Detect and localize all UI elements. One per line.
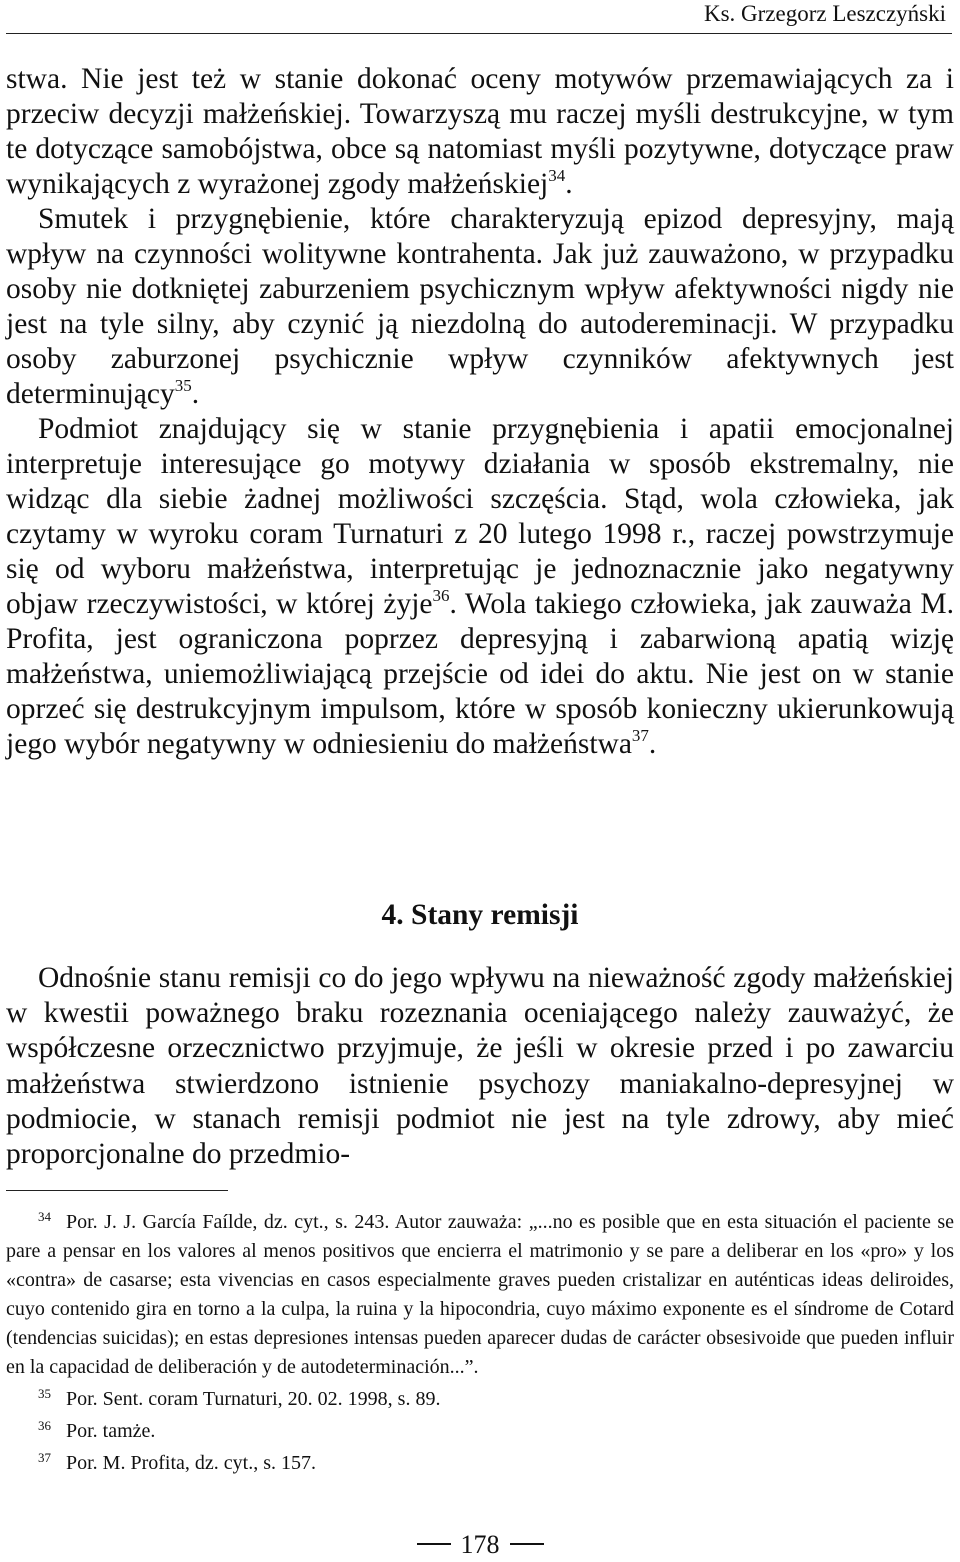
section-heading: 4. Stany remisji bbox=[381, 899, 579, 931]
footnote-37: 37 Por. M. Profita, dz. cyt., s. 157. bbox=[38, 1450, 316, 1474]
footnote-ref-35[interactable]: 35 bbox=[174, 376, 192, 395]
footnote-text: Por. J. J. García Faílde, dz. cyt., s. 243. Autor zauważa: „...no es posible que en esta situación el paciente se pare a pensar en los valores al menos positivos que encierra el matrimonio y se pare a deliberar en los «pro» y los «contra» de casarse; esta vivencias en casos especialmente graves pueden cristalizar en auténticas ideas deliroides, cuyo contenido gira en torno a la culpa, la ruina y la hipocondria, cuyo máximo exponente es el síndrome de Cotard (tendencias suicidas); en estas depresiones intensas pueden aparecer dudas de carácter obsesivoide que pueden influir en la capacidad de deliberación y de autodeterminación...”. bbox=[6, 1211, 954, 1378]
page-number bbox=[0, 1530, 960, 1560]
paragraph-1 bbox=[6, 62, 954, 202]
section-paragraph-1: Odnośnie stanu remisji co do jego wpływu na nieważność zgody małżeńskiej w kwestii poważnego braku rozeznania oceniającego należy zauważyć, że współczesne orzecznictwo przyjmuje, że jeśli w okresie przed i po zawarciu małżeństwa stwierdzono istnienie psychozy maniakalno-depresyjnej w podmiocie, w stanach remisji podmiot nie jest na tyle zdrowy, aby mieć proporcjonalne do przedmio- bbox=[6, 962, 954, 1171]
footnote-separator bbox=[6, 1190, 228, 1191]
paragraph-1-text: stwa. Nie jest też w stanie dokonać oceny motywów przemawiających za i przeciw decyzji małżeńskiej. Towarzyszą mu raczej myśli destrukcyjne, w tym te dotyczące samobójstwa, obce są natomiast myśli pozytywne, dotyczące praw wynikających z wyrażonej zgody małżeńskiej bbox=[6, 63, 954, 200]
paragraph-2-text: Smutek i przygnębienie, które charakteryzują epizod depresyjny, mają wpływ na czynności wolitywne kontrahenta. Jak już zauważono, w przypadku osoby nie dotkniętej zaburzeniem psychicznym wpływ afektywności nigdy nie jest na tyle silny, aby czynić ją niezdolną do autodereminacji. W przypadku osoby zaburzonej psychicznie wpływ czynników afektywnych jest determinujący bbox=[6, 203, 954, 410]
footnote-35: 35 Por. Sent. coram Turnaturi, 20. 02. 1998, s. 89. bbox=[38, 1386, 441, 1410]
footnote-ref-34[interactable]: 34 bbox=[548, 166, 566, 185]
header-rule bbox=[6, 33, 952, 34]
paragraph-1-end: . bbox=[565, 168, 573, 200]
paragraph-3-text-a: Podmiot znajdujący się w stanie przygnębienia i apatii emocjonalnej interpretuje interesujące go motywy działania w sposób ekstremalny, nie widząc dla siebie żadnej możliwości szczęścia. Stąd, wola człowieka, jak czytamy w wyroku coram Turnaturi z 20 lutego 1998 r., raczej powstrzymuje się od wyboru małżeństwa, interpretując je jednoznacznie jako negatywny objaw rzeczywistości, w której żyje bbox=[6, 413, 954, 620]
footnotes bbox=[6, 1208, 954, 1478]
paragraph-2-end: . bbox=[191, 378, 200, 410]
page-number-dash-right bbox=[510, 1543, 544, 1545]
footnote-text: Por. Sent. coram Turnaturi, 20. 02. 1998, s. 89. bbox=[66, 1388, 441, 1410]
paragraph-2 bbox=[6, 202, 954, 412]
footnote-36: 36 Por. tamże. bbox=[38, 1418, 156, 1442]
footnote-ref-36[interactable]: 36 bbox=[432, 586, 450, 605]
footnote-34: 34 Por. J. J. García Faílde, dz. cyt., s. 243. Autor zauważa: „...no es posible que en esta situación el paciente se pare a pensar en los valores al menos positivos que encierra el matrimonio y se pare a deliberar en los «pro» y los «contra» de casarse; esta vivencias en casos especialmente graves pueden cristalizar en auténticas ideas deliroides, cuyo contenido gira en torno a la culpa, la ruina y la hipocondria, cuyo máximo exponente es el síndrome de Cotard (tendencias suicidas); en estas depresiones intensas pueden aparecer dudas de carácter obsesivoide que pueden influir en la capacidad de deliberación y de autodeterminación...”. bbox=[6, 1209, 954, 1378]
footnote-text: Por. tamże. bbox=[66, 1420, 156, 1442]
footnote-text: Por. M. Profita, dz. cyt., s. 157. bbox=[66, 1452, 316, 1474]
paragraph-3-end: . bbox=[648, 728, 657, 760]
page-number-dash-left bbox=[417, 1543, 451, 1545]
paragraph-3 bbox=[6, 412, 954, 762]
running-header: Ks. Grzegorz Leszczyński bbox=[703, 1, 946, 26]
footnote-ref-37[interactable]: 37 bbox=[631, 726, 649, 745]
page-number-value: 178 bbox=[460, 1530, 500, 1559]
section-text bbox=[6, 961, 954, 1172]
body-text bbox=[6, 62, 954, 762]
paragraph-3-text-b: . Wola takiego człowieka, jak zauważa M. Profita, jest ograniczona poprzez depresyjną i zabarwioną apatią wizję małżeństwa, uniemożliwiającą przejście od idei do aktu. Nie jest on w stanie oprzeć się destrukcyjnym impulsom, które w sposób konieczny ukierunkowują jego wybór negatywny w odniesieniu do małżeństwa bbox=[6, 588, 955, 760]
